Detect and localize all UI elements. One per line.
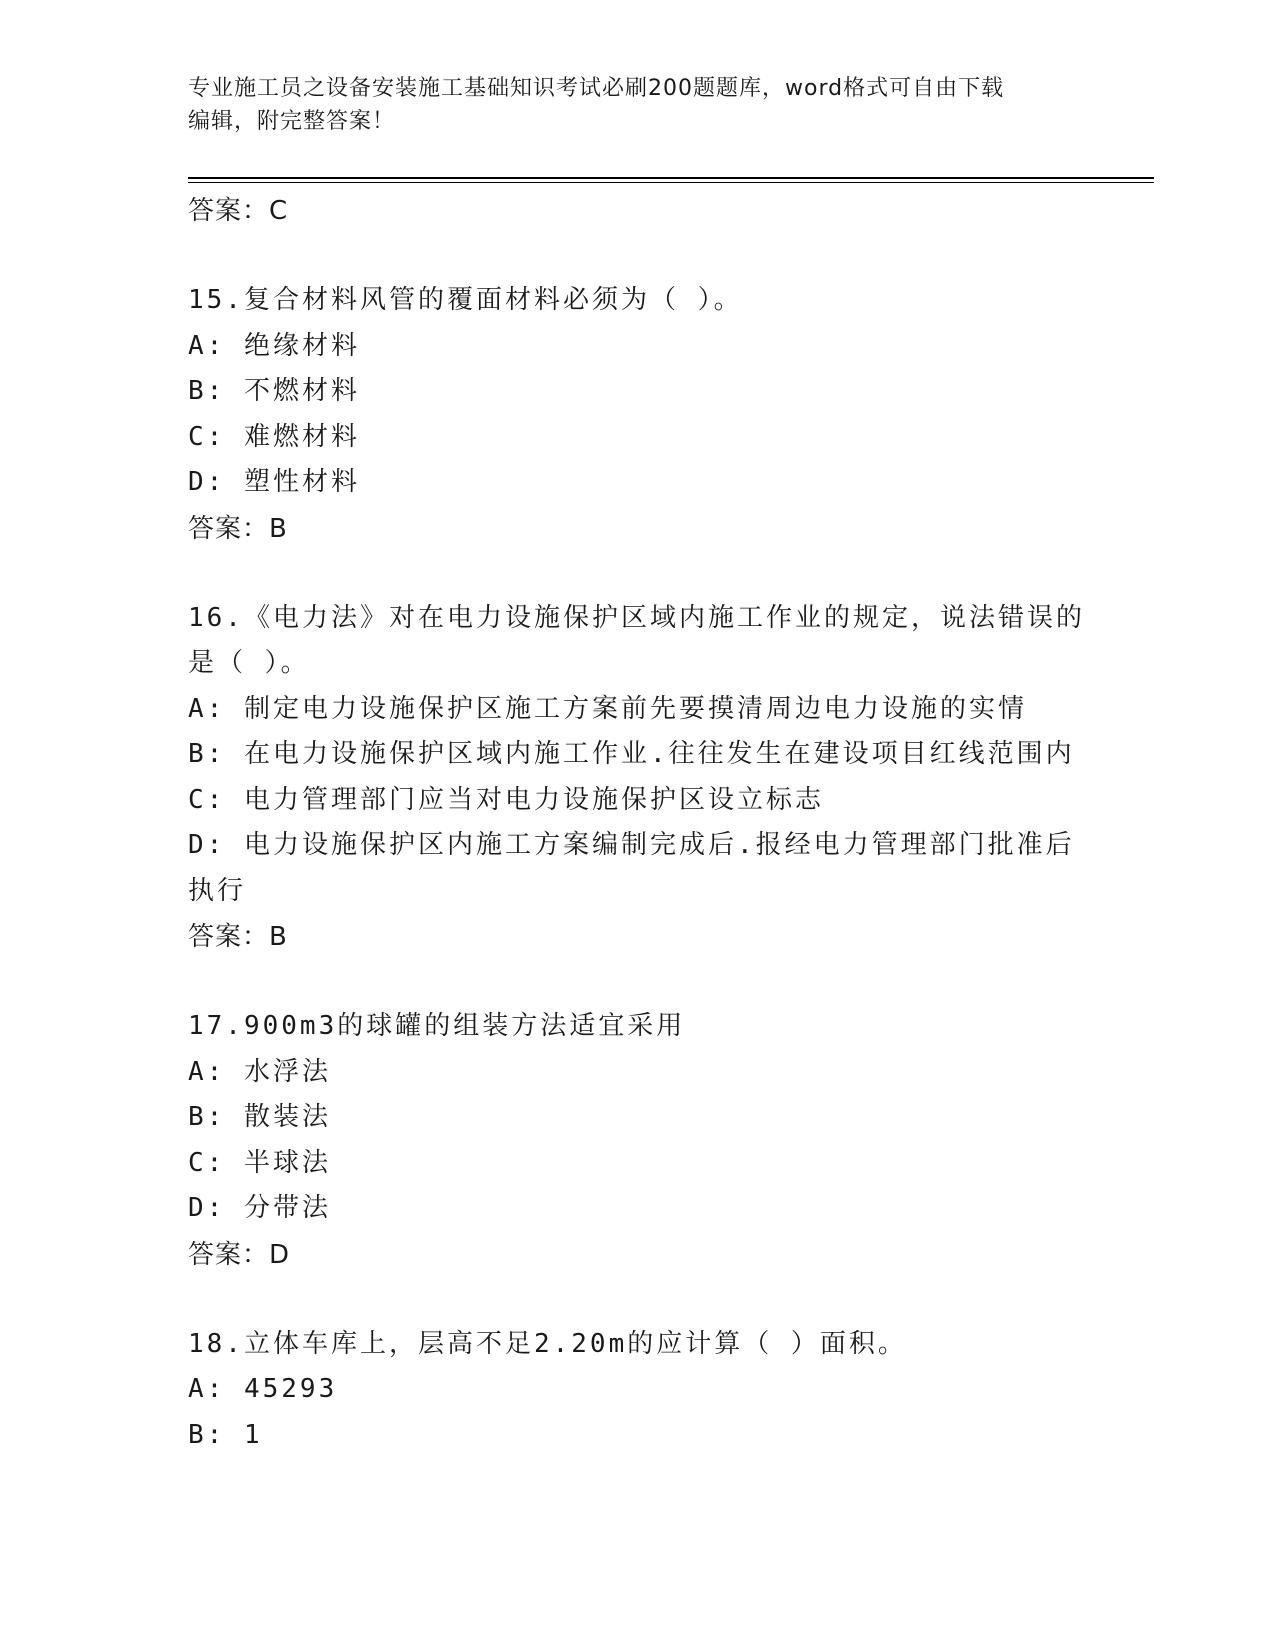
- header-rule-thin: [188, 182, 1154, 183]
- question-text: 17.900m3的球罐的组装方法适宜采用: [188, 1011, 686, 1041]
- question-block-17: [188, 1004, 1088, 1278]
- question-text: 16.《电力法》对在电力设施保护区域内施工作业的规定，说法错误的是（ ）。: [188, 602, 1085, 678]
- question-block-18: [188, 1322, 1088, 1459]
- option-d: D: 分带法: [188, 1193, 331, 1223]
- option-c: C: 电力管理部门应当对电力设施保护区设立标志: [188, 784, 824, 815]
- answer-value: B: [269, 513, 288, 544]
- header-rule-thick: [188, 177, 1154, 179]
- option-d: D: 电力设施保护区内施工方案编制完成后.报经电力管理部门批准后执行: [188, 830, 1075, 906]
- answer-value: D: [269, 1239, 291, 1270]
- answer-line: [188, 914, 1088, 960]
- option-a: A: 水浮法: [188, 1056, 331, 1087]
- option-a: A: 制定电力设施保护区施工方案前先要摸清周边电力设施的实情: [188, 693, 1027, 724]
- question-block-15: [188, 278, 1088, 552]
- option-b: B: 在电力设施保护区域内施工作业.往往发生在建设项目红线范围内: [188, 739, 1075, 769]
- answer-value: C: [269, 196, 289, 226]
- option-c: C: 难燃材料: [188, 421, 360, 452]
- option-b: B: 散装法: [188, 1102, 331, 1132]
- option-d: D: 塑性材料: [188, 467, 360, 497]
- option-a: A: 绝缘材料: [188, 330, 360, 361]
- option-b: B: 不燃材料: [188, 376, 360, 406]
- document-header: [188, 72, 1068, 138]
- answer-label: 答案：: [188, 1239, 270, 1270]
- question-text: 18.立体车库上，层高不足2.20m的应计算（ ）面积。: [188, 1328, 907, 1359]
- answer-label: 答案：: [188, 513, 270, 544]
- answer-line: [188, 506, 1088, 552]
- header-line-1: 专业施工员之设备安装施工基础知识考试必刷200题题库，word格式可自由下载: [188, 76, 1005, 101]
- answer-value: B: [269, 922, 288, 952]
- header-line-2: 编辑，附完整答案！: [188, 109, 396, 134]
- answer-line: [188, 188, 1088, 234]
- option-c: C: 半球法: [188, 1147, 331, 1178]
- answer-line: [188, 1232, 1088, 1278]
- answer-label: 答案：: [188, 196, 270, 226]
- answer-label: 答案：: [188, 922, 270, 952]
- question-block-16: [188, 596, 1088, 961]
- option-b: B: 1: [188, 1419, 263, 1450]
- question-text: 15.复合材料风管的覆面材料必须为（ ）。: [188, 285, 743, 315]
- question-list: [188, 188, 1088, 1458]
- option-a: A: 45293: [188, 1374, 338, 1404]
